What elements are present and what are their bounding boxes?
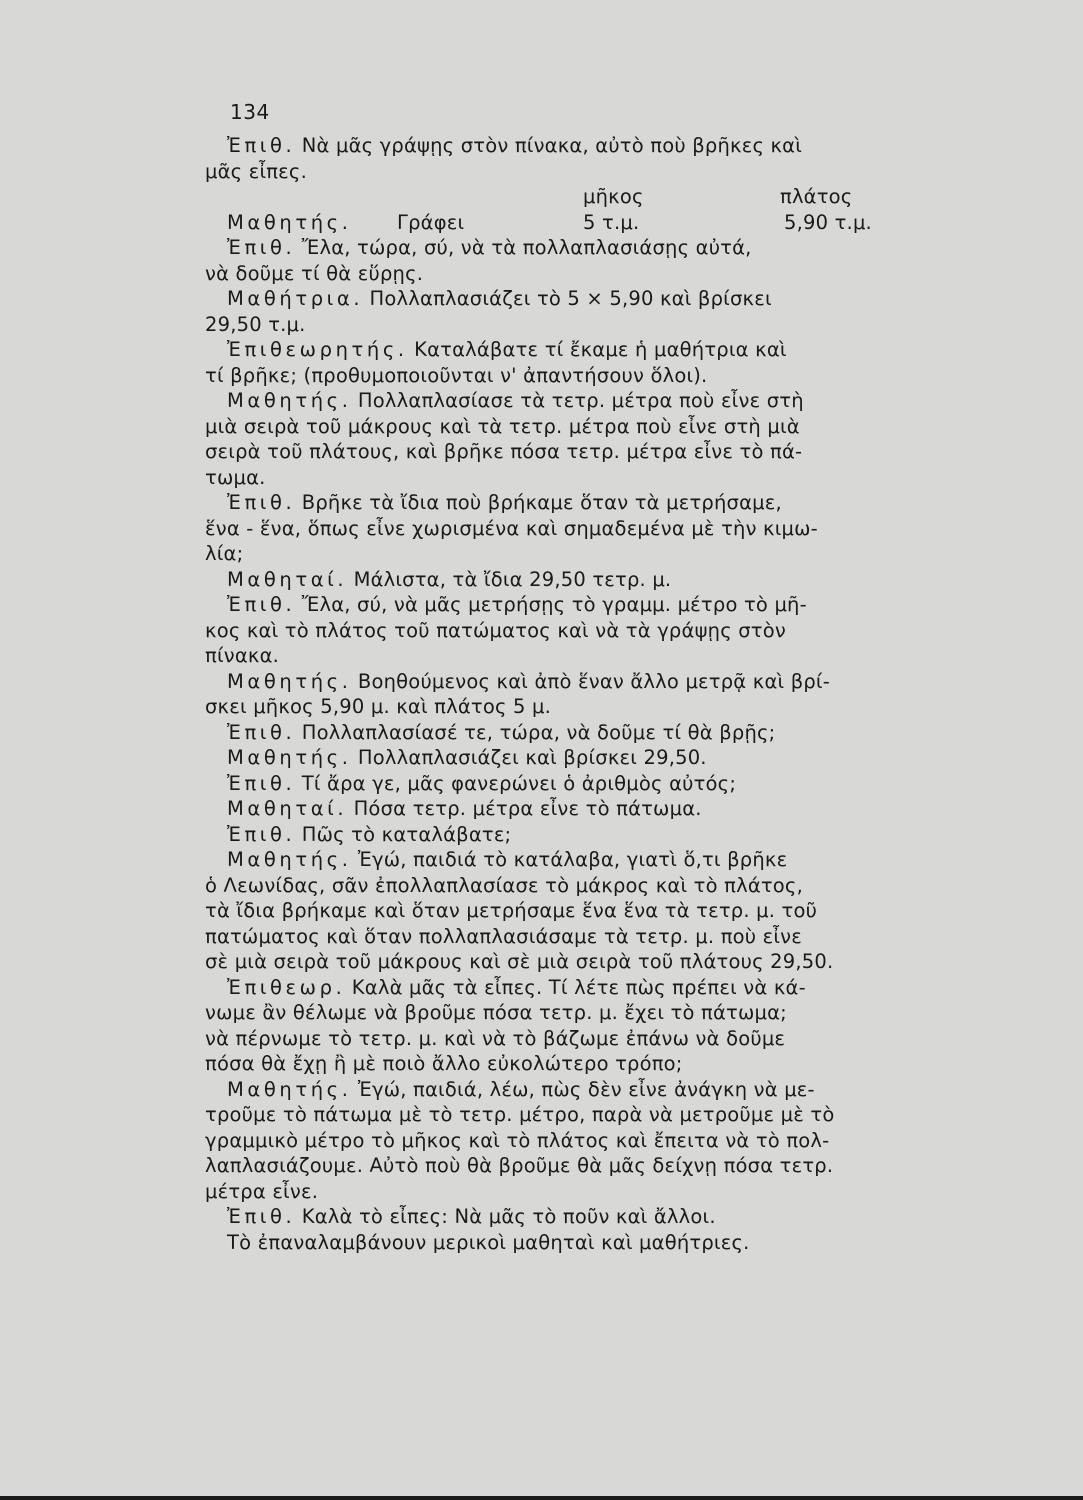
speaker: Ἐπιθ. [227,822,296,846]
text-line [205,1230,949,1256]
text-line [205,592,949,618]
text-line [205,1128,949,1154]
text-line [205,337,949,363]
text-line [205,439,949,465]
line-text: 29,50 τ.μ. [205,312,306,336]
text-line [205,975,949,1001]
line-text: Ἐγώ, παιδιά τὸ κατάλαβα, γιατὶ ὅ,τι βρῆκε [351,848,788,871]
speaker: Μαθητής. [227,669,352,693]
line-text: τί βρῆκε; (προθυμοποιοῦνται ν' ἀπαντήσουν ὅλοι). [205,363,708,387]
line-text: λία; [205,542,244,565]
text-line [205,1077,949,1103]
text-line [205,516,949,542]
text-line [205,694,949,720]
speaker: Ἐπιθεωρ. [227,975,346,999]
page-number: 134 [230,100,270,124]
speaker: Μαθητής. [227,1077,352,1101]
text-line [205,286,949,312]
text-line [205,720,949,746]
line-text: λαπλασιάζουμε. Αὐτὸ ποὺ θὰ βροῦμε θὰ μᾶς δείχνῃ πόσα τετρ. [205,1154,834,1177]
speaker: Ἐπιθ. [227,771,296,795]
text-line [205,796,949,822]
dialogue-text [205,133,949,1255]
line-text: Ἐγώ, παιδιά, λέω, πὼς δὲν εἶνε ἀνάγκη νὰ με- [351,1077,815,1101]
text-line [205,363,949,389]
line-text: Καταλάβατε τί ἔκαμε ἡ μαθήτρια καὶ [407,338,787,361]
line-text: σκει μῆκος 5,90 μ. καὶ πλάτος 5 μ. [205,695,552,718]
line-text: Πολλαπλασιάζει τὸ 5 × 5,90 καὶ βρίσκει [363,287,772,310]
table-header-row [205,184,949,210]
line-text: Τὸ ἐπαναλαμβάνουν μερικοὶ μαθηταὶ καὶ μαθήτριες. [227,1230,750,1254]
text-line [205,618,949,644]
speaker: Ἐπιθ. [227,720,296,744]
text-line [205,771,949,797]
line-text: Πῶς τὸ καταλάβατε; [295,822,512,846]
text-line [205,1204,949,1230]
speaker: Μαθηταί. [227,567,348,591]
line-text: γραμμικὸ μέτρο τὸ μῆκος καὶ τὸ πλάτος καὶ ἔπειτα νὰ τὸ πολ- [205,1128,830,1152]
speaker: Μαθητής. [227,210,352,234]
text-line [205,541,949,567]
text-line [205,1179,949,1205]
scan-bottom-edge [0,1496,1083,1500]
line-text: Καλὰ μᾶς τὰ εἶπες. Τί λέτε πὼς πρέπει νὰ κά- [345,975,806,999]
text-line [205,745,949,771]
line-text: πόσα θὰ ἔχῃ ἢ μὲ ποιὸ ἄλλο εὐκολώτερο τρόπο; [205,1052,683,1075]
text-line [205,669,949,695]
text-line [205,822,949,848]
length-column-header: μῆκος [583,185,644,208]
text-line [205,1153,949,1179]
line-text: πατώματος καὶ ὅταν πολλαπλασιάσαμε τὰ τετρ. μ. ποὺ εἶνε [205,924,803,948]
speaker: Μαθηταί. [227,797,348,820]
line-text: πίνακα. [205,644,280,667]
text-line [205,414,949,440]
text-line [205,924,949,950]
line-text: Μάλιστα, τὰ ἴδια 29,50 τετρ. μ. [347,567,672,591]
line-text: Ἔλα, τώρα, σύ, νὰ τὰ πολλαπλασιάσῃς αὐτά, [295,236,752,259]
speaker: Ἐπιθ. [227,491,296,514]
line-text: νὰ δοῦμε τί θὰ εὕρῃς. [205,261,424,285]
line-text: μᾶς εἶπες. [205,159,307,183]
text-line [205,261,949,287]
line-text: ὁ Λεωνίδας, σᾶν ἐπολλαπλασίασε τὸ μάκρος καὶ τὸ πλάτος, [205,873,803,897]
text-line [205,133,949,159]
line-text: Πόσα τετρ. μέτρα εἶνε τὸ πάτωμα. [347,797,702,820]
text-line [205,1102,949,1128]
speaker: Ἐπιθ. [227,236,296,259]
line-text: τροῦμε τὸ πάτωμα μὲ τὸ τετρ. μέτρο, παρὰ νὰ μετροῦμε μὲ τὸ [205,1103,835,1126]
line-text: Πολλαπλασίασέ τε, τώρα, νὰ δοῦμε τί θὰ βρῇς; [295,720,776,744]
line-text: Ἔλα, σύ, νὰ μᾶς μετρήσῃς τὸ γραμμ. μέτρο τὸ μῆ- [295,593,807,616]
speaker: Ἐπιθ. [227,1205,296,1228]
line-text: Καλὰ τὸ εἶπες: Νὰ μᾶς τὸ ποῦν καὶ ἄλλοι. [295,1205,716,1228]
speaker: Μαθητής. [227,848,352,871]
speaker: Μαθητής. [227,389,352,412]
text-line [205,567,949,593]
text-line [205,949,949,975]
text-line [205,490,949,516]
line-text: Βοηθούμενος καὶ ἀπὸ ἕναν ἄλλο μετρᾷ καὶ βρί- [351,669,830,693]
table-action: Γράφει [397,210,465,234]
speaker: Ἐπιθεωρητής. [227,338,408,361]
text-line [205,465,949,491]
line-text: νὰ πέρνωμε τὸ τετρ. μ. καὶ νὰ τὸ βάζωμε ἐπάνω νὰ δοῦμε [205,1026,786,1050]
text-line [205,643,949,669]
width-value: 5,90 τ.μ. [784,210,872,234]
line-text: μιὰ σειρὰ τοῦ μάκρους καὶ τὰ τετρ. μέτρα ποὺ εἶνε στὴ μιὰ [205,414,800,438]
line-text: Νὰ μᾶς γράψῃς στὸν πίνακα, αὐτὸ ποὺ βρῆκες καὶ [295,134,803,157]
speaker: Μαθητής. [227,746,352,769]
text-line [205,1000,949,1026]
line-text: κος καὶ τὸ πλάτος τοῦ πατώματος καὶ νὰ τὰ γράψῃς στὸν [205,618,786,642]
text-line [205,1026,949,1052]
length-value: 5 τ.μ. [583,210,640,234]
text-line [205,312,949,338]
text-line [205,159,949,185]
line-text: Τί ἄρα γε, μᾶς φανερώνει ὁ ἀριθμὸς αὐτός; [295,771,737,795]
text-line [205,847,949,873]
text-line [205,873,949,899]
line-text: τὰ ἴδια βρήκαμε καὶ ὅταν μετρήσαμε ἕνα ἕνα τὰ τετρ. μ. τοῦ [205,899,818,922]
line-text: Πολλαπλασιάζει καὶ βρίσκει 29,50. [351,746,707,769]
line-text: νωμε ἂν θέλωμε νὰ βροῦμε πόσα τετρ. μ. ἔχει τὸ πάτωμα; [205,1001,787,1024]
text-line [205,235,949,261]
line-text: σειρὰ τοῦ πλάτους, καὶ βρῆκε πόσα τετρ. μέτρα εἶνε τὸ πά- [205,440,803,463]
line-text: σὲ μιὰ σειρὰ τοῦ μάκρους καὶ σὲ μιὰ σειρὰ τοῦ πλάτους 29,50. [205,950,834,973]
line-text: Βρῆκε τὰ ἴδια ποὺ βρήκαμε ὅταν τὰ μετρήσαμε, [295,491,782,514]
speaker: Ἐπιθ. [227,593,296,616]
speaker: Ἐπιθ. [227,134,296,157]
line-text: ἕνα - ἕνα, ὅπως εἶνε χωρισμένα καὶ σημαδεμένα μὲ τὴν κιμω- [205,516,818,540]
speaker: Μαθήτρια. [227,287,364,310]
table-value-row [205,210,949,236]
width-column-header: πλάτος [780,185,853,208]
text-line [205,1051,949,1077]
line-text: τωμα. [205,465,266,489]
line-text: μέτρα εἶνε. [205,1179,319,1203]
text-line [205,898,949,924]
line-text: Πολλαπλασίασε τὰ τετρ. μέτρα ποὺ εἶνε στὴ [351,389,804,412]
text-line [205,388,949,414]
